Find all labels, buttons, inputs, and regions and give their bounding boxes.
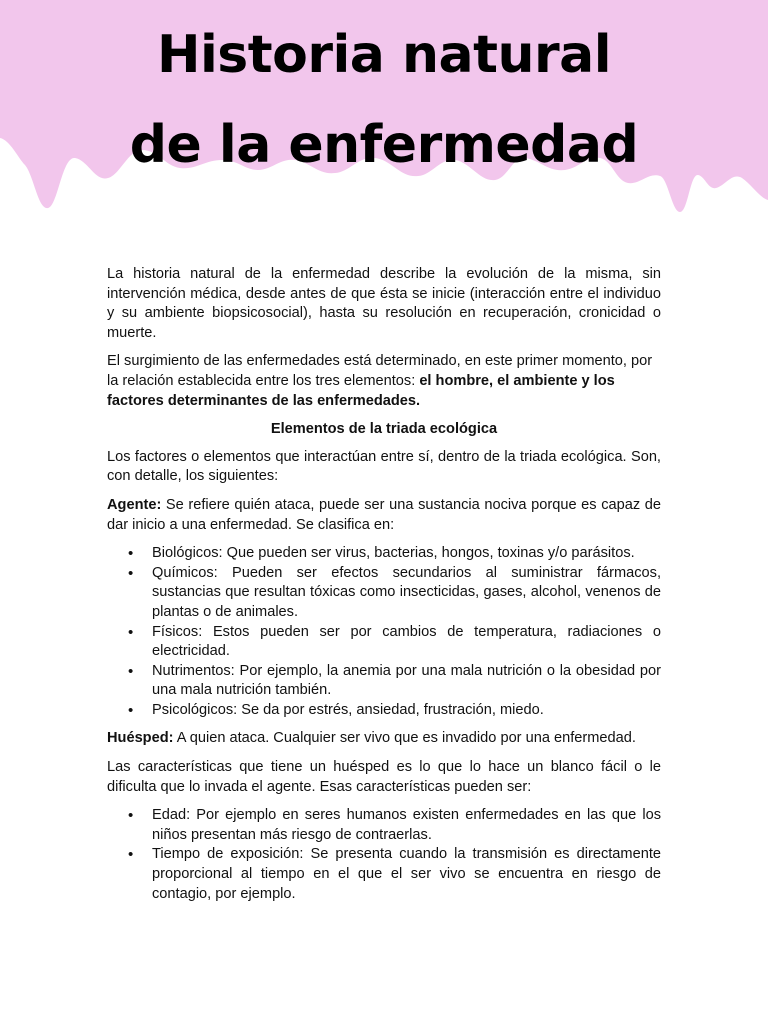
triada-heading: Elementos de la triada ecológica <box>270 421 498 438</box>
huesped-paragraph <box>107 729 661 749</box>
huesped-list-item-edad: • Edad: Por ejemplo en seres humanos existen enfermedades en las que los niños presentan más riesgo de contraerlas. <box>152 806 661 845</box>
agente-list-item-nutrimentos: • Nutrimentos: Por ejemplo, la anemia por una mala nutrición o la obesidad por una mala nutrición también. <box>152 662 661 701</box>
title-line-2: de la enfermedad <box>129 115 639 175</box>
agente-text: Se refiere quién ataca, puede ser una sustancia nociva porque es capaz de dar inicio a una enfermedad. Se clasifica en: <box>107 496 661 533</box>
agente-list-item-quimicos: • Químicos: Pueden ser efectos secundarios al suministrar fármacos, sustancias que resultan tóxicas como insecticidas, gases, alcohol, venenos de plantas o de animales. <box>152 564 661 623</box>
huesped-list <box>107 806 661 904</box>
document-title <box>0 10 768 190</box>
intro-paragraph: La historia natural de la enfermedad describe la evolución de la misma, sin intervención médica, desde antes de que ésta se inicie (interacción entre el individuo y su ambiente biopsicosocial), hasta su resolución en recuperación, cronicidad o muerte. <box>107 266 661 341</box>
huesped-text: A quien ataca. Cualquier ser vivo que es invadido por una enfermedad. <box>173 730 636 747</box>
huesped-label: Huésped: <box>107 730 174 747</box>
huesped-characteristics-paragraph: Las características que tiene un huésped es lo que lo hace un blanco fácil o le dificulta que lo invada el agente. Esas características pueden ser: <box>107 759 661 795</box>
agente-label: Agente: <box>107 496 162 513</box>
triada-intro-paragraph: Los factores o elementos que interactúan entre sí, dentro de la triada ecológica. Son, con detalle, los siguientes: <box>107 448 661 485</box>
title-line-1: Historia natural <box>156 25 612 85</box>
agente-paragraph <box>107 496 661 535</box>
huesped-list-item-tiempo-exposicion: • Tiempo de exposición: Se presenta cuando la transmisión es directamente proporcional al tiempo en el que el ser vivo se encuentra en riesgo de contagio, por ejemplo. <box>152 845 661 904</box>
elements-paragraph-text: El surgimiento de las enfermedades está determinado, en este primer momento, por la relación establecida entre los tres elementos: <box>107 353 653 389</box>
elements-paragraph <box>107 352 661 411</box>
elements-paragraph-bold: el hombre, el ambiente y los factores determinantes de las enfermedades. <box>107 372 615 409</box>
agente-list-item-biologicos: • Biológicos: Que pueden ser virus, bacterias, hongos, toxinas y/o parásitos. <box>152 544 661 564</box>
agente-list-item-fisicos: • Físicos: Estos pueden ser por cambios de temperatura, radiaciones o electricidad. <box>152 623 661 662</box>
agente-list-item-psicologicos: • Psicológicos: Se da por estrés, ansiedad, frustración, miedo. <box>152 701 661 721</box>
document-body <box>107 265 661 913</box>
agente-list <box>107 544 661 720</box>
